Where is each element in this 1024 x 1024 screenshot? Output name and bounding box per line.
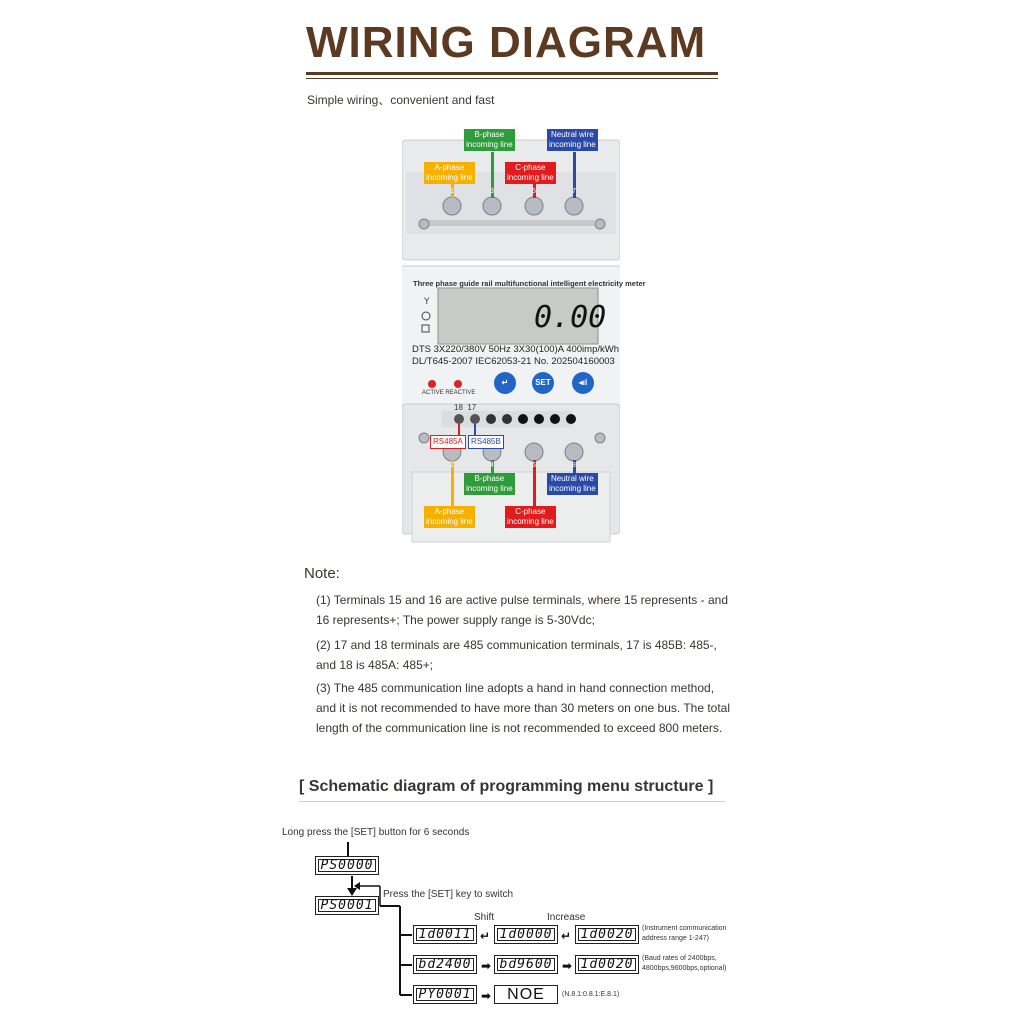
meter-device-title: Three phase guide rail multifunctional intelligent electricity meter [413, 279, 646, 288]
tag-bottom-a-phase-text: A-phase incoming line [426, 507, 473, 526]
tag-top-b-phase-text: B-phase incoming line [466, 130, 513, 149]
notes-heading: Note: [304, 565, 340, 582]
tag-bottom-b-phase-text: B-phase incoming line [466, 474, 513, 493]
tag-bottom-neutral-text: Neutral wire incoming line [549, 474, 596, 493]
terminal-number-1: 1 [450, 188, 454, 195]
meter-spec-line-1: DTS 3X220/380V 50Hz 3X30(100)A 400imp/kWh [412, 344, 620, 355]
terminal-number-5: 5 [532, 188, 536, 195]
pulse-terminal-numbers: 18 17 [454, 403, 477, 412]
increase-label: Increase [547, 912, 586, 923]
long-press-instruction: Long press the [SET] button for 6 seconds [282, 827, 470, 838]
svg-text:Y: Y [424, 297, 430, 307]
svg-text:➡: ➡ [562, 959, 573, 973]
tag-bottom-c-phase-text: C-phase incoming line [507, 507, 554, 526]
enter-button[interactable]: ↵ [494, 372, 516, 394]
display-id0020: 1d0020 [575, 925, 639, 944]
tag-bottom-b-phase [464, 473, 515, 495]
title-underline-thick [306, 72, 718, 75]
display-id0000: 1d0000 [494, 925, 558, 944]
meter-spec-line-2: DL/T645-2007 IEC62053-21 No. 202504160003 [412, 356, 615, 367]
svg-text:➡: ➡ [481, 989, 492, 1003]
display-bd-id0020: 1d0020 [575, 955, 639, 974]
schematic-title: [ Schematic diagram of programming menu structure ] [299, 778, 714, 795]
lcd-reading: 0.00 [534, 300, 607, 335]
tag-bottom-neutral [547, 473, 598, 495]
terminal-number-4: 4 [490, 462, 494, 469]
parity-note: (N.8.1:0.8.1:E.8.1) [562, 991, 620, 998]
display-bd9600: bd9600 [494, 955, 558, 974]
tag-top-a-phase [424, 162, 475, 184]
note-item-2: (2) 17 and 18 terminals are 485 communication terminals, 17 is 485B: 485-, and 18 is 485A: 485+; [316, 638, 717, 672]
title-underline-thin [306, 78, 718, 79]
schematic-title-rule [299, 801, 725, 802]
svg-text:➡: ➡ [481, 959, 492, 973]
svg-text:↵: ↵ [561, 929, 572, 943]
note-item-1: (1) Terminals 15 and 16 are active pulse terminals, where 15 represents - and 16 represents+; The power supply range is 5-30Vdc; [316, 593, 728, 627]
tag-top-neutral [547, 129, 598, 151]
set-button[interactable]: SET [532, 372, 554, 394]
display-py0001: PY0001 [413, 985, 477, 1004]
led-label: ACTIVE REACTIVE [422, 390, 476, 396]
page-subtitle: Simple wiring、convenient and fast [307, 93, 495, 107]
shift-label: Shift [474, 912, 495, 923]
tag-top-b-phase [464, 129, 515, 151]
terminal-number-6: 6 [532, 462, 536, 469]
rs485a-label: RS485A [430, 435, 466, 449]
page-button[interactable]: ◂ıl [572, 372, 594, 394]
display-ps0000: PS0000 [315, 856, 379, 875]
display-noe: NOE [494, 985, 558, 1004]
tag-bottom-a-phase [424, 506, 475, 528]
terminal-number-3: 3 [490, 188, 494, 195]
meter-illustration [402, 130, 646, 546]
svg-text:↵: ↵ [480, 929, 491, 943]
id-note: (Instrument communication address range 1-247) [642, 925, 727, 942]
tag-top-c-phase [505, 162, 556, 184]
tag-bottom-c-phase [505, 506, 556, 528]
terminal-number-7: 7 [572, 188, 576, 195]
tag-top-c-phase-text: C-phase incoming line [507, 163, 554, 182]
rs485b-label: RS485B [468, 435, 504, 449]
display-ps0001: PS0001 [315, 896, 379, 915]
press-switch-text: Press the [SET] key to switch [383, 889, 514, 900]
tag-top-a-phase-text: A-phase incoming line [426, 163, 473, 182]
baud-note: (Baud rates of 2400bps, 4800bps,9600bps,optional) [642, 955, 727, 972]
tag-top-neutral-text: Neutral wire incoming line [549, 130, 596, 149]
display-id0011: 1d0011 [413, 925, 477, 944]
note-item-3: (3) The 485 communication line adopts a hand in hand connection method, and it is not recommended to have more than 30 meters on one bus. The total length of the communication line is not recommended to exceed 800 meters. [316, 681, 731, 735]
display-bd2400: bd2400 [413, 955, 477, 974]
page-title: WIRING DIAGRAM [306, 18, 707, 67]
terminal-number-2: 2 [450, 462, 454, 469]
terminal-number-8: 8 [572, 462, 576, 469]
